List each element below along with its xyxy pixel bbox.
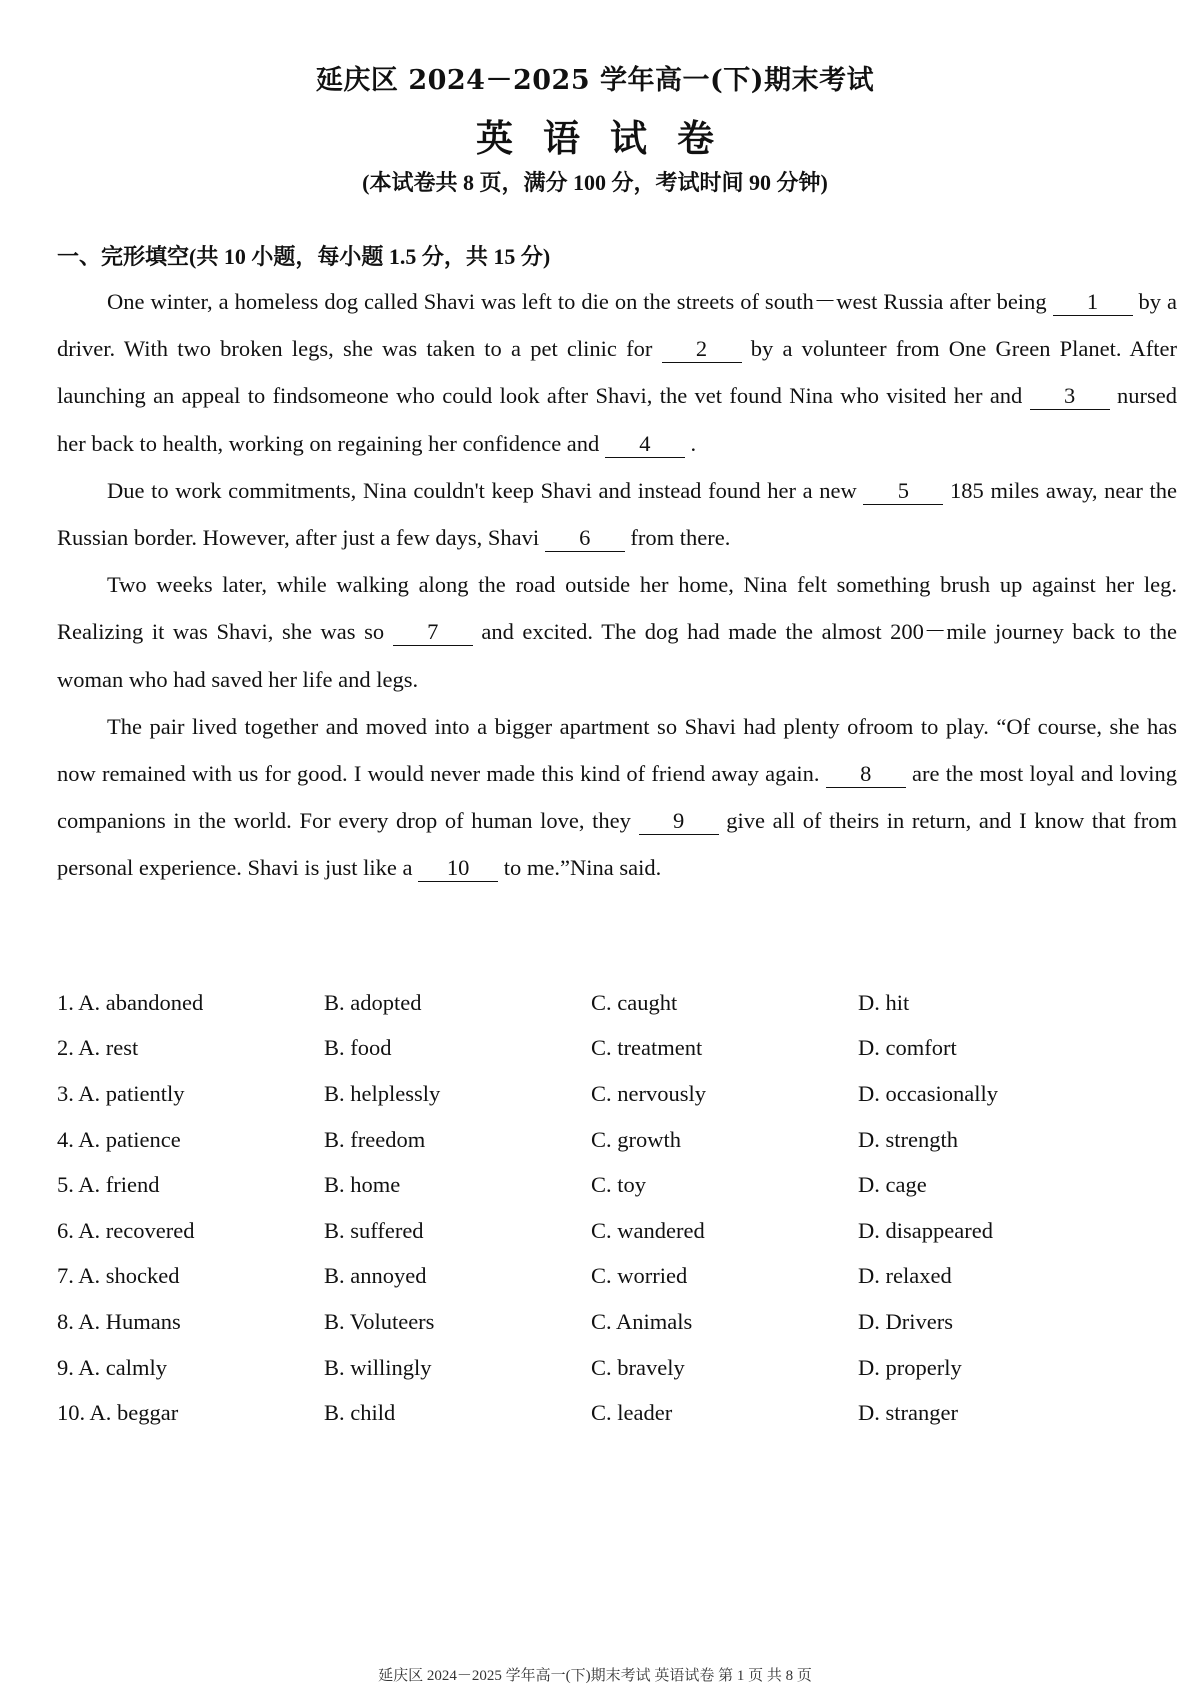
option-choice: B. freedom	[324, 1126, 426, 1152]
passage-text: nursed her back to health, working on regaining her confidence and	[57, 383, 1177, 456]
option-choice: 10. A. beggar	[57, 1400, 179, 1426]
option-choice: B. helplessly	[324, 1080, 441, 1106]
option-choice: C. bravely	[591, 1354, 685, 1380]
blank-number: 3	[1030, 383, 1110, 410]
blank-number: 4	[605, 431, 685, 458]
option-choice: D. stranger	[858, 1400, 958, 1426]
passage-text: from there.	[624, 525, 731, 551]
blank-number: 5	[863, 478, 943, 505]
option-choice: D. Drivers	[858, 1308, 953, 1334]
option-choice: C. Animals	[591, 1308, 693, 1334]
option-row	[57, 1208, 1157, 1254]
subject-char: 试	[610, 116, 647, 160]
option-choice: 1. A. abandoned	[57, 989, 204, 1015]
passage-text: and excited. The dog had made the almost 200－mile journey back to the woman who had saved her life and legs.	[57, 619, 1177, 692]
option-choice: D. comfort	[858, 1035, 957, 1061]
subject-title	[0, 108, 1190, 162]
option-choice: B. annoyed	[324, 1263, 427, 1289]
option-row	[57, 1117, 1157, 1163]
option-choice: D. hit	[858, 989, 910, 1015]
blank-number: 7	[393, 619, 473, 646]
blank-number: 9	[639, 808, 719, 835]
option-choice: C. toy	[591, 1172, 647, 1198]
passage-text: Two weeks later, while walking along the road outside her home, Nina felt something brush up against her leg. Realizing it was Shavi, she was so	[57, 572, 1177, 645]
blank-number: 1	[1053, 289, 1133, 316]
passage-paragraph	[57, 467, 1177, 561]
option-choice: B. adopted	[324, 989, 422, 1015]
option-choice: 3. A. patiently	[57, 1080, 185, 1106]
passage-text: One winter, a homeless dog called Shavi was left to die on the streets of south－west Russia after being	[107, 289, 1053, 314]
passage-paragraph	[57, 278, 1177, 467]
options-list	[57, 980, 1157, 1436]
option-choice: D. cage	[858, 1172, 927, 1198]
option-choice: D. relaxed	[858, 1263, 952, 1289]
option-row	[57, 1026, 1157, 1072]
option-choice: 8. A. Humans	[57, 1308, 181, 1334]
option-choice: B. home	[324, 1172, 401, 1198]
passage-text: by a driver. With two broken legs, she was taken to a pet clinic for	[57, 289, 1177, 362]
option-row	[57, 1299, 1157, 1345]
option-choice: D. disappeared	[858, 1217, 993, 1243]
blank-number: 10	[418, 855, 498, 882]
option-row	[57, 1071, 1157, 1117]
option-choice: C. nervously	[591, 1080, 706, 1106]
blank-number: 8	[826, 761, 906, 788]
subject-char: 英	[476, 116, 513, 160]
passage-paragraph	[57, 703, 1177, 892]
cloze-passage	[57, 278, 1177, 892]
exam-title: 延庆区 2024－2025 学年高一(下)期末考试	[315, 65, 875, 96]
section-heading: 一、完形填空(共 10 小题，每小题 1.5 分，共 15 分)	[57, 244, 551, 269]
passage-text: by a volunteer from One Green Planet. After launching an appeal to findsomeone who could look after Shavi, the vet found Nina who visited her and	[57, 336, 1177, 409]
option-choice: C. worried	[591, 1263, 688, 1289]
option-choice: B. Voluteers	[324, 1308, 435, 1334]
option-choice: 4. A. patience	[57, 1126, 181, 1152]
subject-char: 语	[543, 116, 580, 160]
passage-text: to me.”Nina said.	[498, 855, 662, 881]
option-row	[57, 1162, 1157, 1208]
passage-text: 185 miles away, near the Russian border. However, after just a few days, Shavi	[57, 477, 1177, 551]
option-choice: B. suffered	[324, 1217, 424, 1243]
option-choice: B. willingly	[324, 1354, 432, 1380]
subject-char: 卷	[677, 116, 714, 160]
option-choice: C. growth	[591, 1126, 681, 1152]
option-choice: D. properly	[858, 1354, 962, 1380]
option-choice: D. strength	[858, 1126, 958, 1152]
page-footer: 延庆区 2024－2025 学年高一(下)期末考试 英语试卷 第 1 页 共 8 页	[378, 1668, 812, 1684]
option-choice: 9. A. calmly	[57, 1354, 167, 1380]
option-choice: 7. A. shocked	[57, 1263, 180, 1289]
passage-paragraph	[57, 561, 1177, 703]
option-choice: C. wandered	[591, 1217, 705, 1243]
blank-number: 2	[662, 336, 742, 363]
exam-note: (本试卷共 8 页，满分 100 分，考试时间 90 分钟)	[362, 170, 828, 195]
option-choice: 5. A. friend	[57, 1172, 160, 1198]
option-row	[57, 1345, 1157, 1391]
option-row	[57, 1390, 1157, 1436]
option-choice: B. food	[324, 1035, 392, 1061]
option-choice: D. occasionally	[858, 1080, 998, 1106]
option-choice: B. child	[324, 1400, 396, 1426]
option-row	[57, 980, 1157, 1026]
blank-number: 6	[545, 525, 625, 552]
passage-text: The pair lived together and moved into a bigger apartment so Shavi had plenty ofroom to play. “Of course, she has now remained with us for good. I would never made this kind of friend away again.	[57, 713, 1177, 787]
option-choice: 2. A. rest	[57, 1035, 139, 1061]
option-choice: C. caught	[591, 989, 678, 1015]
option-choice: 6. A. recovered	[57, 1217, 195, 1243]
passage-text: are the most loyal and loving companions in the world. For every drop of human love, they	[57, 761, 1177, 834]
option-choice: C. treatment	[591, 1035, 703, 1061]
option-choice: C. leader	[591, 1400, 673, 1426]
passage-text: Due to work commitments, Nina couldn't keep Shavi and instead found her a new	[107, 477, 864, 503]
passage-text: give all of theirs in return, and I know that from personal experience. Shavi is just like a	[57, 808, 1177, 881]
passage-text: .	[684, 430, 697, 456]
option-row	[57, 1254, 1157, 1300]
